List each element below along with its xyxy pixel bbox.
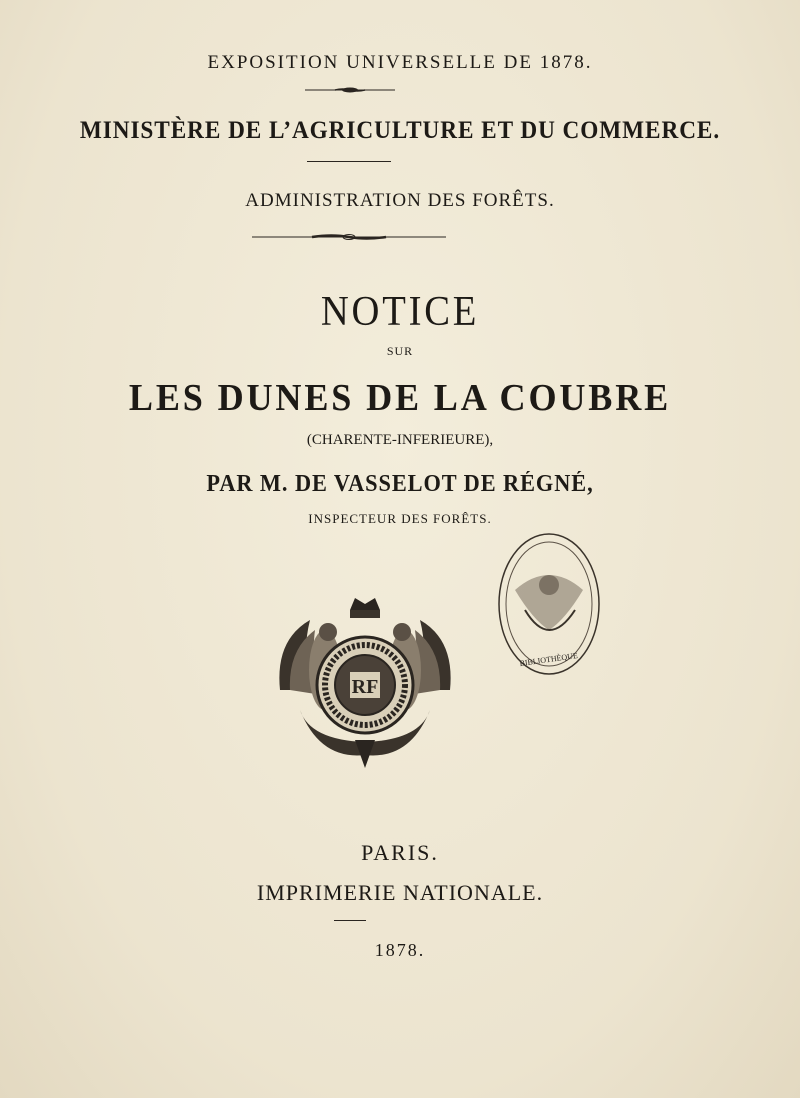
- main-title: LES DUNES DE LA COUBRE: [128, 377, 672, 419]
- ministry-heading: MINISTÈRE DE L’AGRICULTURE ET DU COMMERCE.: [79, 117, 721, 144]
- author-role: INSPECTEUR DES FORÊTS.: [308, 511, 492, 526]
- notice-title: NOTICE: [320, 289, 480, 335]
- stamp-text: BIBLIOTHÈQUE: [518, 650, 579, 669]
- publication-year: 1878.: [374, 940, 426, 960]
- printer-label: IMPRIMERIE NATIONALE.: [256, 880, 544, 905]
- divider-ornament: [305, 86, 395, 94]
- exposition-heading: EXPOSITION UNIVERSELLE DE 1878.: [207, 52, 593, 73]
- region-subtitle: (CHARENTE-INFERIEURE),: [306, 432, 494, 448]
- divider-rule: [307, 161, 391, 162]
- administration-heading: ADMINISTRATION DES FORÊTS.: [245, 190, 555, 211]
- library-stamp-icon: [495, 530, 603, 678]
- author-line: PAR M. DE VASSELOT DE RÉGNÉ,: [206, 471, 594, 497]
- divider-ornament: [252, 233, 446, 241]
- city-label: PARIS.: [361, 840, 439, 865]
- divider-rule: [334, 920, 366, 921]
- imperial-seal-with-angels-icon: [270, 590, 460, 770]
- sur-label: SUR: [386, 344, 414, 358]
- seal-monogram: RF: [351, 676, 379, 698]
